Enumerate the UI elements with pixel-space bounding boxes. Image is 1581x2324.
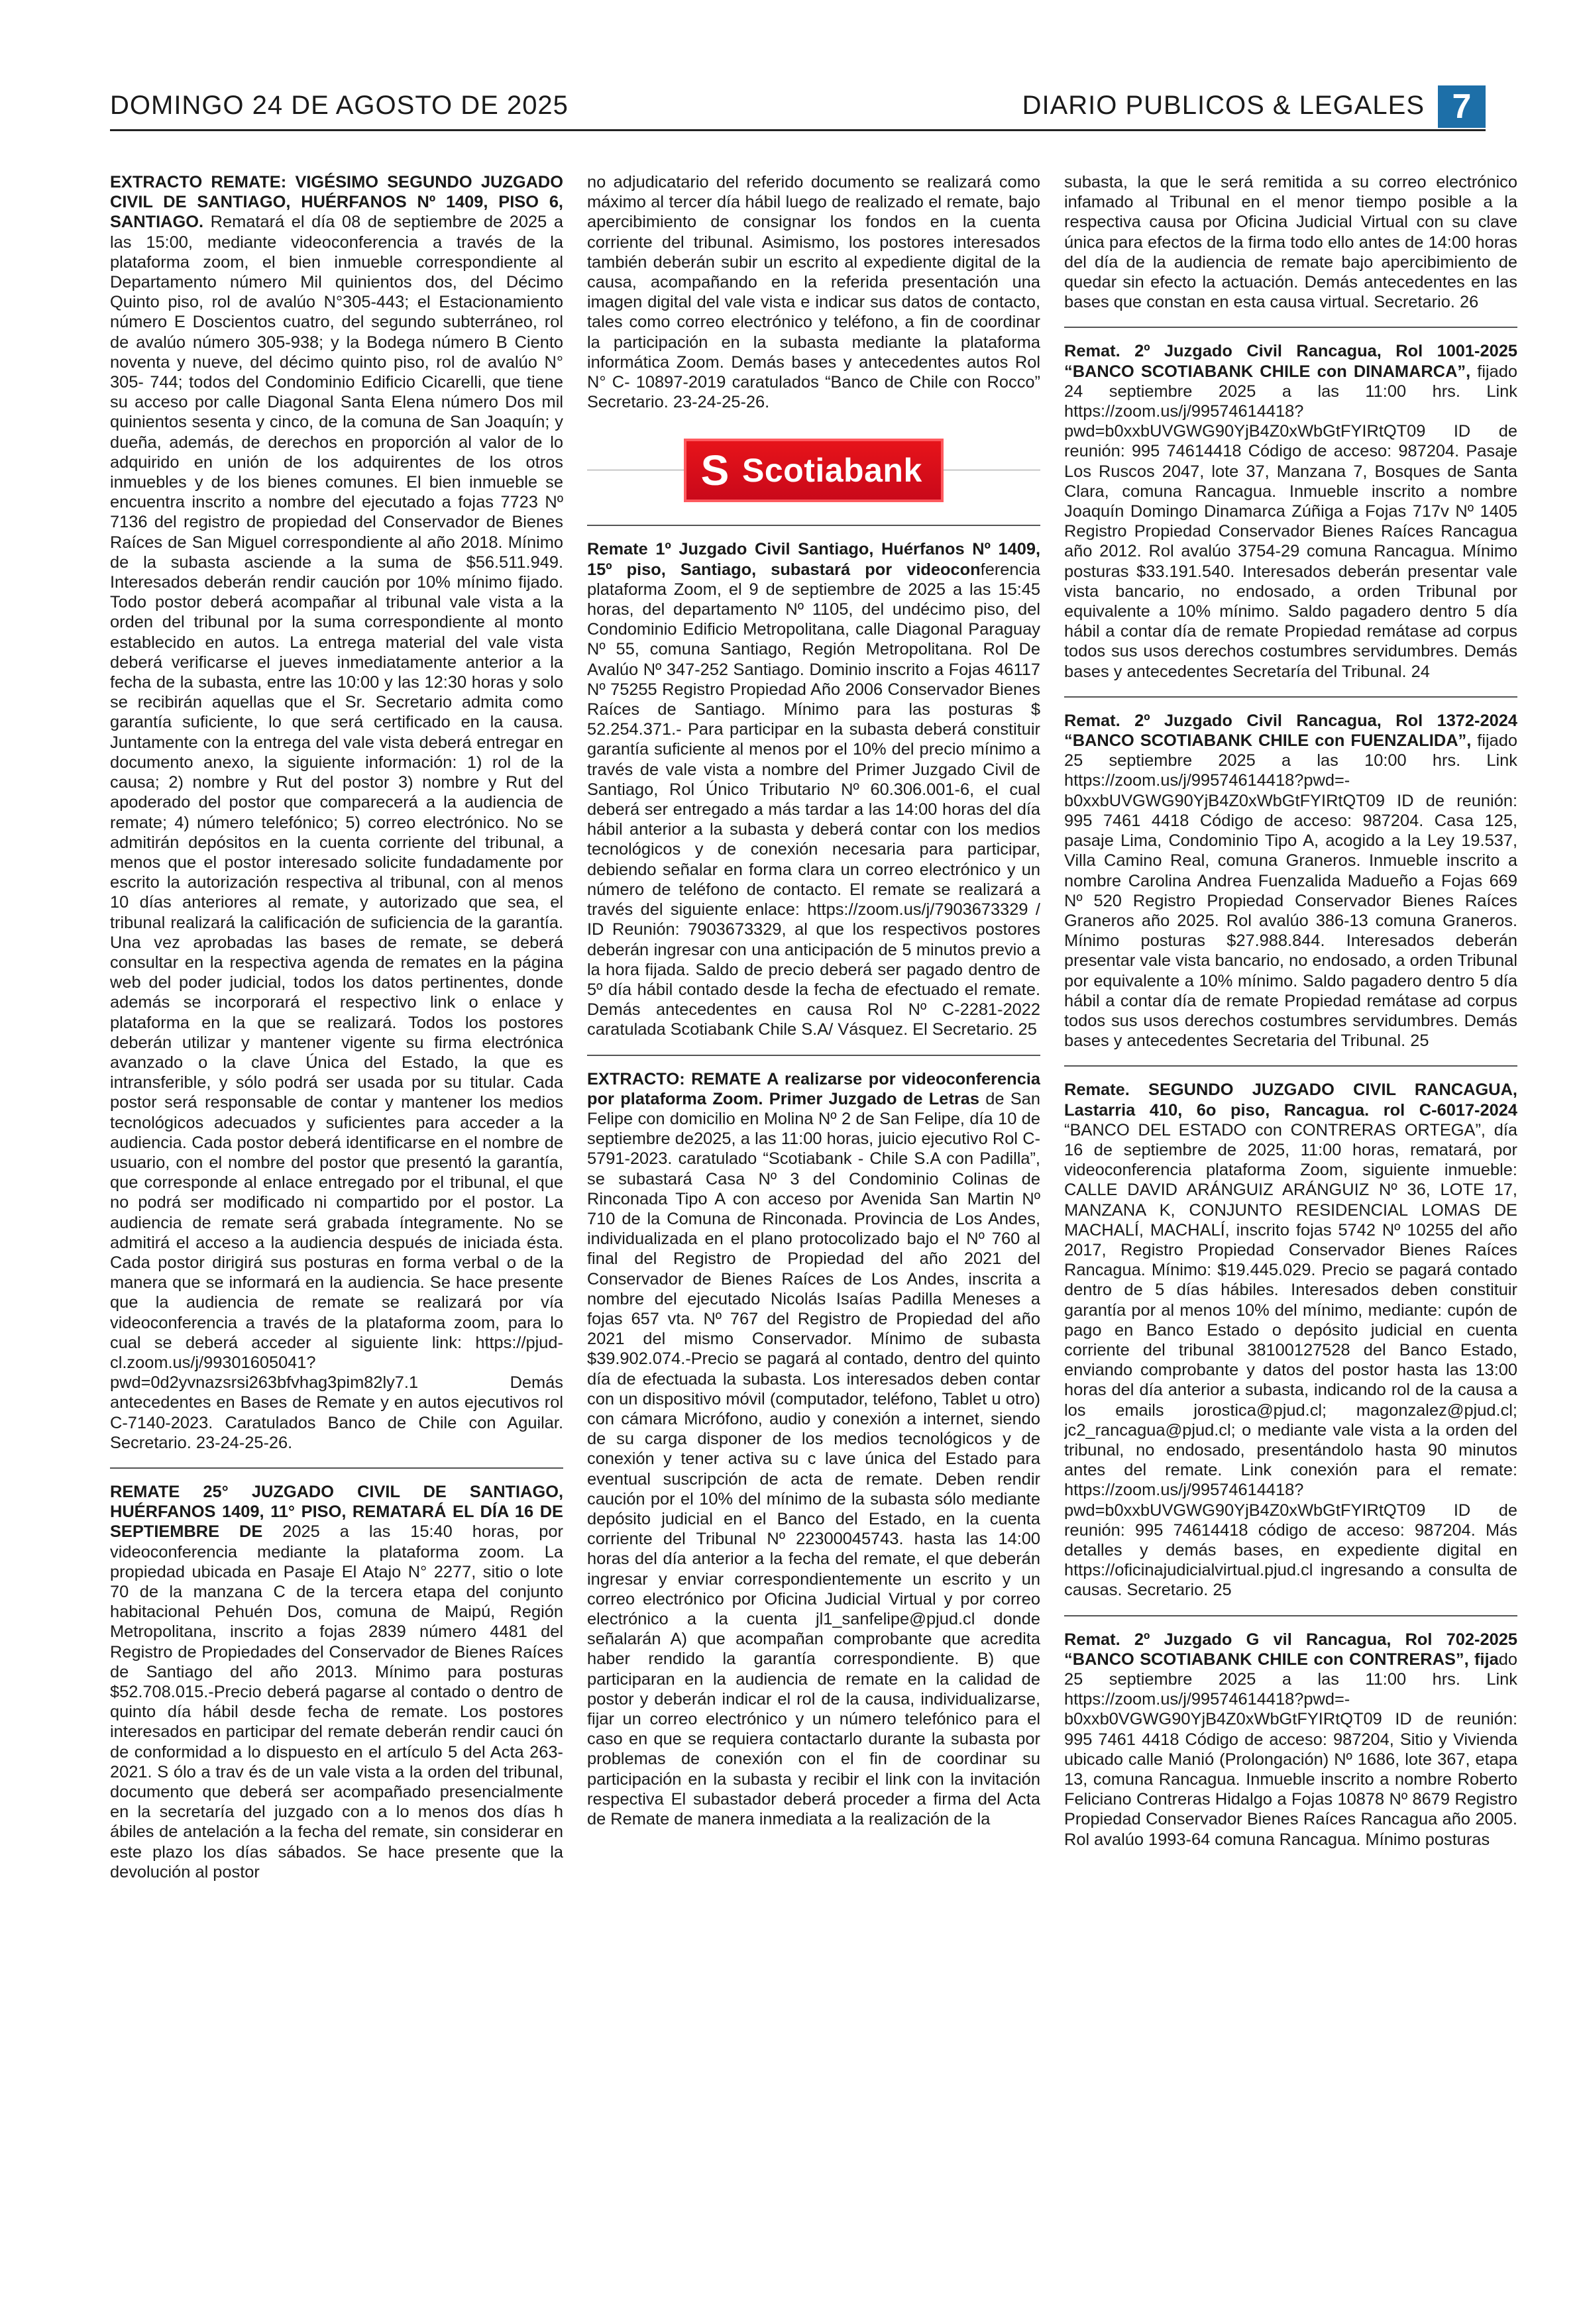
legal-notice	[110, 172, 563, 1453]
notice-body: 2025 a las 15:40 horas, por videoconferencia mediante la plataforma zoom. La propiedad ubicada en Pasaje El Atajo N° 2277, sitio o lote 70 de la manzana C de la tercera etapa del conjunto habitacional Pehuén Dos, comuna de Maipú, Región Metropolitana, inscrito a fojas 2839 número 4481 del Registro de Propiedades del Conservador de Bienes Raíces de Santiago del año 2013. Mínimo para posturas $52.708.015.-Precio deberá pagarse al contado o dentro de quinto día hábil desde fecha de remate. Los postores interesados en participar del remate deberán rendir cauci ón de conformidad a lo dispuesto en el artículo 5 del Acta 263-2021. S ólo a trav és de un vale vista a la orden del tribunal, documento que deberá ser acompañado presencialmente en la secretaría del juzgado con a lo menos dos días h ábiles de antelación a la fecha del remate, sin considerar en este plazo los días sábados. Se hace presente que la devolución al postor	[110, 1522, 563, 1881]
notice-body: Rematará el día 08 de septiembre de 2025 a las 15:00, mediante videoconferencia a través de la plataforma zoom, el bien inmueble correspondiente al Departamento número Mil quinientos dos, del Décimo Quinto piso, rol de avalúo N°305-443; el Estacionamiento número E Doscientos cuatro, del segundo subterráneo, rol de avalúo número 305-938; y la Bodega número B Ciento noventa y nueve, del décimo quinto piso, rol de avalúo N° 305- 744; todos del Condominio Edificio Cicarelli, que tiene su acceso por calle Diagonal Santa Elena número Dos mil quinientos sesenta y cinco, de la comuna de San Joaquín; y dueña, además, de derechos en proporción al valor de lo adquirido en unión de los adquirentes de los otros inmuebles y de los bienes comunes. El bien inmueble se encuentra inscrito a nombre del ejecutado a fojas 7723 Nº 7136 del registro de propiedad del Conservador de Bienes Raíces de San Miguel correspondiente al año 2018. Mínimo de la subasta asciende a la suma de $56.511.949. Interesados deberán rendir caución por 10% mínimo fijado. Todo postor deberá acompañar al tribunal vale vista a la orden del tribunal por la suma correspondiente al monto establecido en autos. La entrega material del vale vista deberá verificarse el jueves inmediatamente anterior a la fecha de la subasta, entre las 10:00 y las 12:30 horas y solo se recibirán aquellas que el Sr. Secretario admita como garantía suficiente, lo que será certificado en la causa. Juntamente con la entrega del vale vista deberá entregar en documento anexo, la siguiente información: 1) rol de la causa; 2) nombre y Rut del postor 3) nombre y Rut del apoderado del postor que comparecerá a la audiencia de remate; 4) número telefónico; 5) correo electrónico. No se admitirán depósitos en la cuenta corriente del tribunal, a menos que el postor interesado solicite fundadamente por escrito la autorización respectiva al tribunal, con al menos 10 días anteriores al remate, y autorizado que sea, el tribunal realizará la calificación de suficiencia de la garantía. Una vez aprobadas las bases de remate, se deberá consultar en la respectiva agenda de remates en la página web del poder judicial, todos los datos pertinentes, donde además se incorporará el respectivo link o enlace y plataforma en la que se realizará. Todos los postores deberán utilizar y mantener vigente su firma electrónica avanzado o la clave Única del Estado, la que es intransferible, y sólo podrá ser usada por su titular. Cada postor será responsable de contar y mantener los medios tecnológicos adecuados y suficientes para acceder a la audiencia. Cada postor deberá identificarse en el nombre de usuario, con el nombre del postor que presentó la garantía, que corresponde al enlace entregado por el tribunal, el que no podrá ser modificado ni compartido por el postor. La audiencia de remate será grabada íntegramente. No se admitirá el acceso a la audiencia después de iniciada ésta. Cada postor dirigirá sus posturas en forma verbal o de la manera que se informará en la audiencia. Se hace presente que la audiencia de remate se realizará por vía videoconferencia a través de la plataforma zoom, para lo cual se deberá acceder al siguiente link: https://pjud-cl.zoom.us/j/99301605041?pwd=0d2yvnazsrsi263bfvhag3pim82ly7.1 Demás antecedentes en Bases de Remate y en autos ejecutivos rol C-7140-2023. Caratulados Banco de Chile con Aguilar. Secretario. 23-24-25-26.	[110, 213, 563, 1452]
notice-body: fijado 25 septiembre 2025 a las 10:00 hrs. Link https://zoom.us/j/99574614418?pwd=-b0xxbUVGWG90YjB4Z0xWbGtFYIRtQT09 ID de reunión: 995 7461 4418 Código de acceso: 987204. Casa 125, pasaje Lima, Condominio Tipo A, acogido a la Ley 19.537, Villa Camino Real, comuna Graneros. Inmueble inscrito a nombre Carolina Andrea Fuenzalida Madueño a Fojas 669 Nº 520 Registro Propiedad Conservador Bienes Raíces Graneros año 2025. Rol avalúo 386-13 comuna Graneros. Mínimo posturas $27.988.844. Interesados deberán presentar vale vista bancario, no endosado, a orden Tribunal por equivalente a 10% mínimo. Saldo pagadero dentro 5 día hábil a contar día de remate Propiedad remátase ad corpus todos sus usos derechos costumbres servidumbres. Demás bases y antecedentes Secretaria del Tribunal. 25	[1064, 731, 1517, 1051]
legal-notice	[110, 1482, 563, 1882]
notice-body: ferencia plataforma Zoom, el 9 de septiembre de 2025 a las 15:45 horas, del departamento Nº 1105, del undécimo piso, del Condominio Edificio Metropolitana, calle Diagonal Paraguay Nº 55, comuna Santiago, Región Metropolitana. Rol De Avalúo Nº 347-252 Santiago. Dominio inscrito a Fojas 46117 Nº 75255 Registro Propiedad Año 2006 Conservador Bienes Raíces de Santiago. Mínimo para las posturas $ 52.254.371.- Para participar en la subasta deberá constituir garantía suficiente al menos por el 10% del precio mínimo a través de vale vista a nombre del Primer Juzgado Civil de Santiago, Rol Único Tributario Nº 60.306.001-6, el cual deberá ser entregado a más tardar a las 14:00 horas del día hábil anterior a la subasta y deberá contar con los medios tecnológicos y de conexión necesaria para participar, debiendo señalar en forma clara un correo electrónico y un número de teléfono de contacto. El remate se realizará a través del siguiente enlace: https://zoom.us/j/7903673329 / ID Reunión: 7903673329, al que los respectivos postores deberán ingresar con una anticipación de 5 minutos previo a la hora fijada. Saldo de precio deberá ser pagado dentro de 5º día hábil contado desde la fecha de efectuado el remate. Demás antecedentes en causa Rol Nº C-2281-2022 caratulada Scotiabank Chile S.A/ Vásquez. El Secretario. 25	[587, 560, 1040, 1039]
notice-heading: Remate. SEGUNDO JUZGADO CIVIL RANCAGUA, Lastarria 410, 6o piso, Rancagua. rol C-6017-2024	[1064, 1081, 1517, 1120]
notice-divider	[1064, 696, 1517, 698]
sponsor-logo-area	[587, 439, 1040, 502]
notice-divider	[1064, 1065, 1517, 1067]
notice-body: de San Felipe con domicilio en Molina Nº 2 de San Felipe, día 10 de septiembre de2025, a las 11:00 horas, juicio ejecutivo Rol C-5791-2023. caratulado “Scotiabank - Chile S.A con Padilla”, se subastará Casa Nº 3 del Condominio Colinas de Rinconada Tipo A con acceso por Avenida San Martin Nº 710 de la Comuna de Rinconada. Provincia de Los Andes, individualizada en el plano protocolizado bajo el Nº 760 al final del Registro de Propiedad del año 2021 del Conservador de Bienes Raíces de Los Andes, inscrita a nombre del ejecutado Nicolás Isaías Padilla Meneses a fojas 657 vta. Nº 767 del Registro de Propiedad del año 2021 del mismo Conservador. Mínimo de subasta $39.902.074.-Precio se pagará al contado, dentro del quinto día de efectuada la subasta. Los interesados deben contar con un dispositivo móvil (computador, teléfono, Tablet u otro) con cámara Micrófono, audio y conexión a internet, siendo de su carga disponer de los medios tecnológicos y de conexión y tener activa su c lave única del Estado para eventual suscripción de acta de remate. Deben rendir caución por el 10% del mínimo de la subasta sólo mediante depósito judicial en el Banco del Estado, en la cuenta corriente del Tribunal Nº 22300045743. hasta las 14:00 horas del día anterior a la fecha del remate, el que deberán ingresar y enviar correspondientemente un escrito y un correo electrónico por Oficina Judicial Virtual y por correo electrónico a la cuenta jl1_sanfelipe@pjud.cl donde señalarán A) que acompañan comprobante que acredita haber rendido la garantía correspondiente. B) que participaran en la audiencia de remate en la calidad de postor y deberán indicar el rol de la causa, individualizarse, fijar un correo electrónico y un número telefónico para el caso en que se requiera contactarlo durante la subasta por problemas de conexión con el fin de coordinar su participación en la subasta y recibir el link con la invitación respectiva El subastador deberá proceder a firma del Acta de Remate de manera inmediata a la realización de la	[587, 1089, 1040, 1829]
legal-notice	[1064, 1080, 1517, 1600]
notice-body: do 25 septiembre 2025 a las 11:00 hrs. Link https://zoom.us/j/99574614418?pwd=-b0xxb0VGWG90YjB4Z0xWbGtFYIRtQT09 ID de reunión: 995 7461 4418 Código de acceso: 987204, Sitio y Vivienda ubicado calle Manió (Prolongación) Nº 1686, lote 367, etapa 13, comuna Rancagua. Inmueble inscrito a nombre Roberto Feliciano Contreras Hidalgo a Fojas 10878 Nº 8679 Registro Propiedad Conservador Bienes Raíces Rancagua año 2005. Rol avalúo 1993-64 comuna Rancagua. Mínimo posturas	[1064, 1650, 1517, 1849]
notice-heading: EXTRACTO: REMATE A realizarse por videoconferencia por plataforma Zoom. Primer Juzgado de Letras	[587, 1069, 1040, 1108]
column-3	[1064, 172, 1517, 2299]
notice-divider	[587, 525, 1040, 526]
page-number-badge: 7	[1438, 85, 1486, 128]
legal-notice-continued	[587, 172, 1040, 412]
notice-divider	[1064, 327, 1517, 328]
column-2-content	[587, 172, 1040, 2299]
legal-notice	[1064, 1630, 1517, 1850]
notice-heading: Remat. 2º Juzgado Civil Rancagua, Rol 1372-2024 “BANCO SCOTIABANK CHILE con FUENZALIDA”,	[1064, 711, 1517, 751]
header-section-title: DIARIO PUBLICOS & LEGALES	[1022, 91, 1425, 120]
header-date: DOMINGO 24 DE AGOSTO DE 2025	[110, 91, 569, 120]
notice-body: “BANCO DEL ESTADO con CONTRERAS ORTEGA”, día 16 de septiembre de 2025, 11:00 horas, rematará, por videoconferencia plataforma Zoom, siguiente inmueble: CALLE DAVID ARÁNGUIZ ARÁNGUIZ Nº 36, LOTE 17, MANZANA K, CONJUNTO RESIDENCIAL LOMAS DE MACHALÍ, MACHALÍ, inscrito fojas 5742 Nº 10255 del año 2017, Registro Propiedad Conservador Bienes Raíces Rancagua. Mínimo: $19.445.029. Precio se pagará contado dentro de 5 días hábiles. Interesados deben constituir garantía por al menos 10% del mínimo, mediante: cupón de pago en Banco Estado o depósito judicial en cuenta corriente del tribunal 38100127528 del Banco Estado, enviando comprobante y datos del postor hasta las 13:00 horas del día anterior a subasta, indicando rol de la causa a los emails jorostica@pjud.cl; magonzalez@pjud.cl; jc2_rancagua@pjud.cl; o mediante vale vista a la orden del tribunal, no endosado, presentándolo hasta 90 minutos antes del remate. Link conexión para el remate: https://zoom.us/j/99574614418?pwd=b0xxbUVGWG90YjB4Z0xWbGtFYIRtQT09 ID de reunión: 995 74614418 código de acceso: 987204. Más detalles y demás bases, en expediente digital en https://oficinajudicialvirtual.pjud.cl ingresando a consulta de causas. Secretario. 25	[1064, 1120, 1517, 1600]
notice-heading: REMATE 25° JUZGADO CIVIL DE SANTIAGO, HUÉRFANOS 1409, 11° PISO, REMATARÁ EL DÍA 16 DE SEPTIEMBRE DE	[110, 1483, 563, 1542]
scotiabank-logo	[684, 439, 944, 502]
notice-divider	[1064, 1615, 1517, 1616]
legal-notice-continued	[1064, 172, 1517, 312]
scotiabank-s-icon: S	[700, 447, 730, 495]
legal-notice	[1064, 711, 1517, 1051]
legal-notice	[587, 539, 1040, 1039]
notice-body-continued: no adjudicatario del referido documento se realizará como máximo al tercer día hábil luego de realizado el remate, bajo apercibimiento de consignar los fondos en la cuenta corriente del tribunal. Asimismo, los postores interesados también deberán subir un escrito al expediente digital de la causa, acompañando en la referida presentación una imagen digital del vale vista e indicar sus datos de contacto, tales como correo electrónico y teléfono, a fin de coordinar la participación en la subasta mediante la plataforma informática Zoom. Demás bases y antecedentes autos Rol N° C- 10897-2019 caratulados “Banco de Chile con Rocco” Secretario. 23-24-25-26.	[587, 173, 1040, 412]
notice-body-continued: subasta, la que le será remitida a su correo electrónico infamado al Tribunal en el menor tiempo posible a la respectiva causa por Oficina Judicial Virtual con su clave única para efectos de la firma todo ello antes de 14:00 horas del día de la audiencia de remate bajo apercibimiento de quedar sin efecto la actuación. Demás antecedentes en las bases que constan en esta causa virtual. Secretario. 26	[1064, 173, 1517, 312]
notice-body: fijado 24 septiembre 2025 a las 11:00 hrs. Link https://zoom.us/j/99574614418?pwd=b0xxbUVGWG90YjB4Z0xWbGtFYIRtQT09 ID de reunión: 995 74614418 Código de acceso: 987204. Pasaje Los Ruscos 2047, lote 37, Manzana 7, Bosques de Santa Clara, comuna Rancagua. Inmueble inscrito a nombre Joaquín Domingo Dinamarca Zúñiga a Fojas 717v Nº 1405 Registro Propiedad Conservador Bienes Raíces Rancagua año 2012. Rol avalúo 3754-29 comuna Rancagua. Mínimo posturas $33.191.540. Interesados deberán presentar vale vista bancario, no endosado, a orden Tribunal por equivalente a 10% mínimo. Saldo pagadero dentro 5 día hábil a contar día de remate Propiedad remátase ad corpus todos sus usos derechos costumbres servidumbres. Demás bases y antecedentes Secretaría del Tribunal. 24	[1064, 362, 1517, 681]
scotiabank-wordmark: Scotiabank	[742, 452, 922, 490]
notice-heading: Remat. 2º Juzgado G vil Rancagua, Rol 702-2025 “BANCO SCOTIABANK CHILE con CONTRERAS”, fija	[1064, 1630, 1517, 1669]
notice-heading: EXTRACTO REMATE: VIGÉSIMO SEGUNDO JUZGADO CIVIL DE SANTIAGO, HUÉRFANOS Nº 1409, PISO 6, SANTIAGO.	[110, 173, 563, 232]
notice-heading: Remat. 2º Juzgado Civil Rancagua, Rol 1001-2025 “BANCO SCOTIABANK CHILE con DINAMARCA”,	[1064, 342, 1517, 381]
notice-divider	[587, 1055, 1040, 1056]
legal-notice	[587, 1069, 1040, 1830]
column-1	[110, 172, 563, 2299]
notice-heading: Remate 1º Juzgado Civil Santiago, Huérfanos Nº 1409, 15º piso, Santiago, subastará por videocon	[587, 540, 1040, 579]
legal-notice	[1064, 341, 1517, 681]
notice-divider	[110, 1467, 563, 1469]
